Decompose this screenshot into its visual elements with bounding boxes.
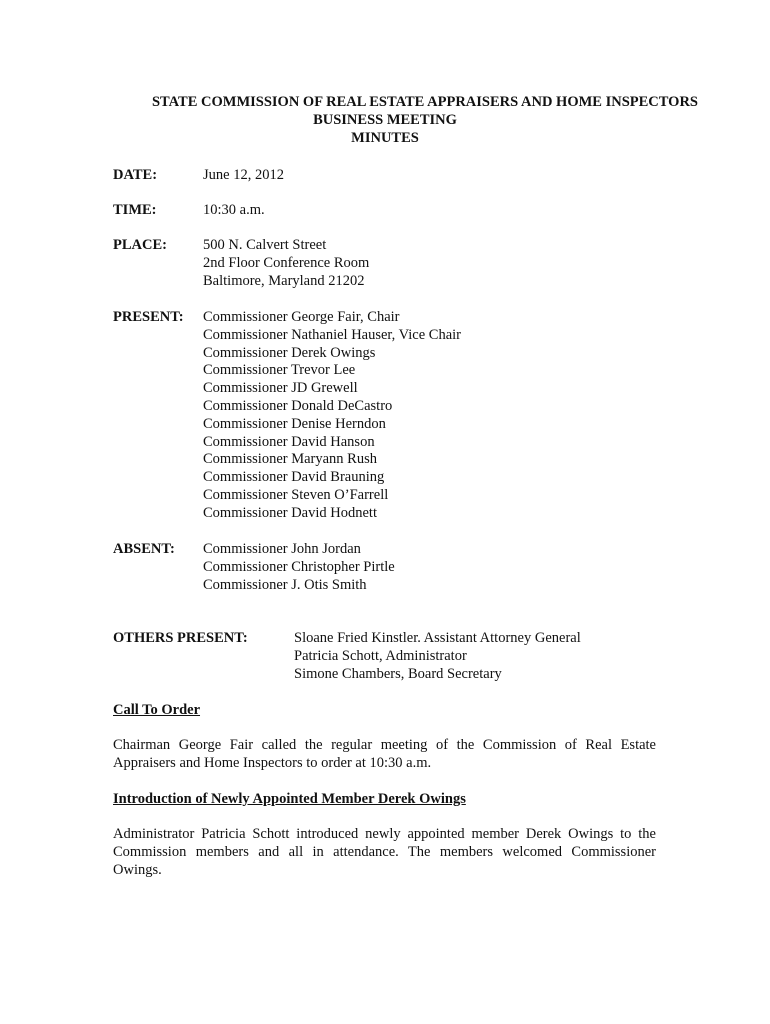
absent-label: ABSENT: xyxy=(113,541,175,557)
time-value xyxy=(203,201,265,219)
header-commission-title: STATE COMMISSION OF REAL ESTATE APPRAISERS AND HOME INSPECTORS xyxy=(151,94,698,110)
place-line: Baltimore, Maryland 21202 xyxy=(203,272,365,289)
present-member: Commissioner Steven O’Farrell xyxy=(203,486,389,503)
others-present-label: OTHERS PRESENT: xyxy=(113,630,248,646)
others-present-person: Sloane Fried Kinstler. Assistant Attorney General xyxy=(294,630,581,646)
others-present-person: Simone Chambers, Board Secretary xyxy=(294,666,502,682)
place-label: PLACE: xyxy=(113,237,167,253)
present-label: PRESENT: xyxy=(113,309,184,325)
absent-member: Commissioner John Jordan xyxy=(203,541,361,557)
present-member: Commissioner David Hodnett xyxy=(203,504,377,521)
header-meeting-type: BUSINESS MEETING xyxy=(313,112,457,128)
present-member: Commissioner David Hanson xyxy=(203,433,375,450)
time-text: 10:30 a.m. xyxy=(203,202,265,218)
place-line: 2nd Floor Conference Room xyxy=(203,254,370,271)
present-member: Commissioner Maryann Rush xyxy=(203,451,377,468)
present-list xyxy=(203,308,461,522)
absent-list xyxy=(203,540,395,593)
call-to-order-paragraph: Chairman George Fair called the regular meeting of the Commission of Real Estate Appraisers and Home Inspectors to order at 10:30 a.m. xyxy=(113,737,656,771)
present-member: Commissioner Denise Herndon xyxy=(203,415,386,432)
present-member: Commissioner George Fair, Chair xyxy=(203,309,400,325)
time-label: TIME: xyxy=(113,202,157,218)
others-present-person: Patricia Schott, Administrator xyxy=(294,648,467,664)
date-value xyxy=(203,166,284,184)
absent-member: Commissioner J. Otis Smith xyxy=(203,576,367,593)
date-text: June 12, 2012 xyxy=(203,167,284,183)
others-present-list xyxy=(294,629,581,683)
introduction-heading: Introduction of Newly Appointed Member Derek Owings xyxy=(113,791,466,807)
call-to-order-heading: Call To Order xyxy=(113,702,201,718)
present-member: Commissioner Derek Owings xyxy=(203,344,376,361)
header-minutes-title: MINUTES xyxy=(351,130,419,146)
place-address xyxy=(203,236,369,289)
introduction-paragraph: Administrator Patricia Schott introduced newly appointed member Derek Owings to the Commission members and all in attendance. The members welcomed Commissioner Owings. xyxy=(113,826,656,878)
date-label: DATE: xyxy=(113,167,158,183)
present-member: Commissioner Nathaniel Hauser, Vice Chair xyxy=(203,326,462,343)
present-member: Commissioner JD Grewell xyxy=(203,380,358,397)
present-member: Commissioner David Brauning xyxy=(203,469,385,486)
place-line: 500 N. Calvert Street xyxy=(203,237,327,253)
present-member: Commissioner Donald DeCastro xyxy=(203,397,393,414)
present-member: Commissioner Trevor Lee xyxy=(203,362,356,379)
absent-member: Commissioner Christopher Pirtle xyxy=(203,558,395,575)
